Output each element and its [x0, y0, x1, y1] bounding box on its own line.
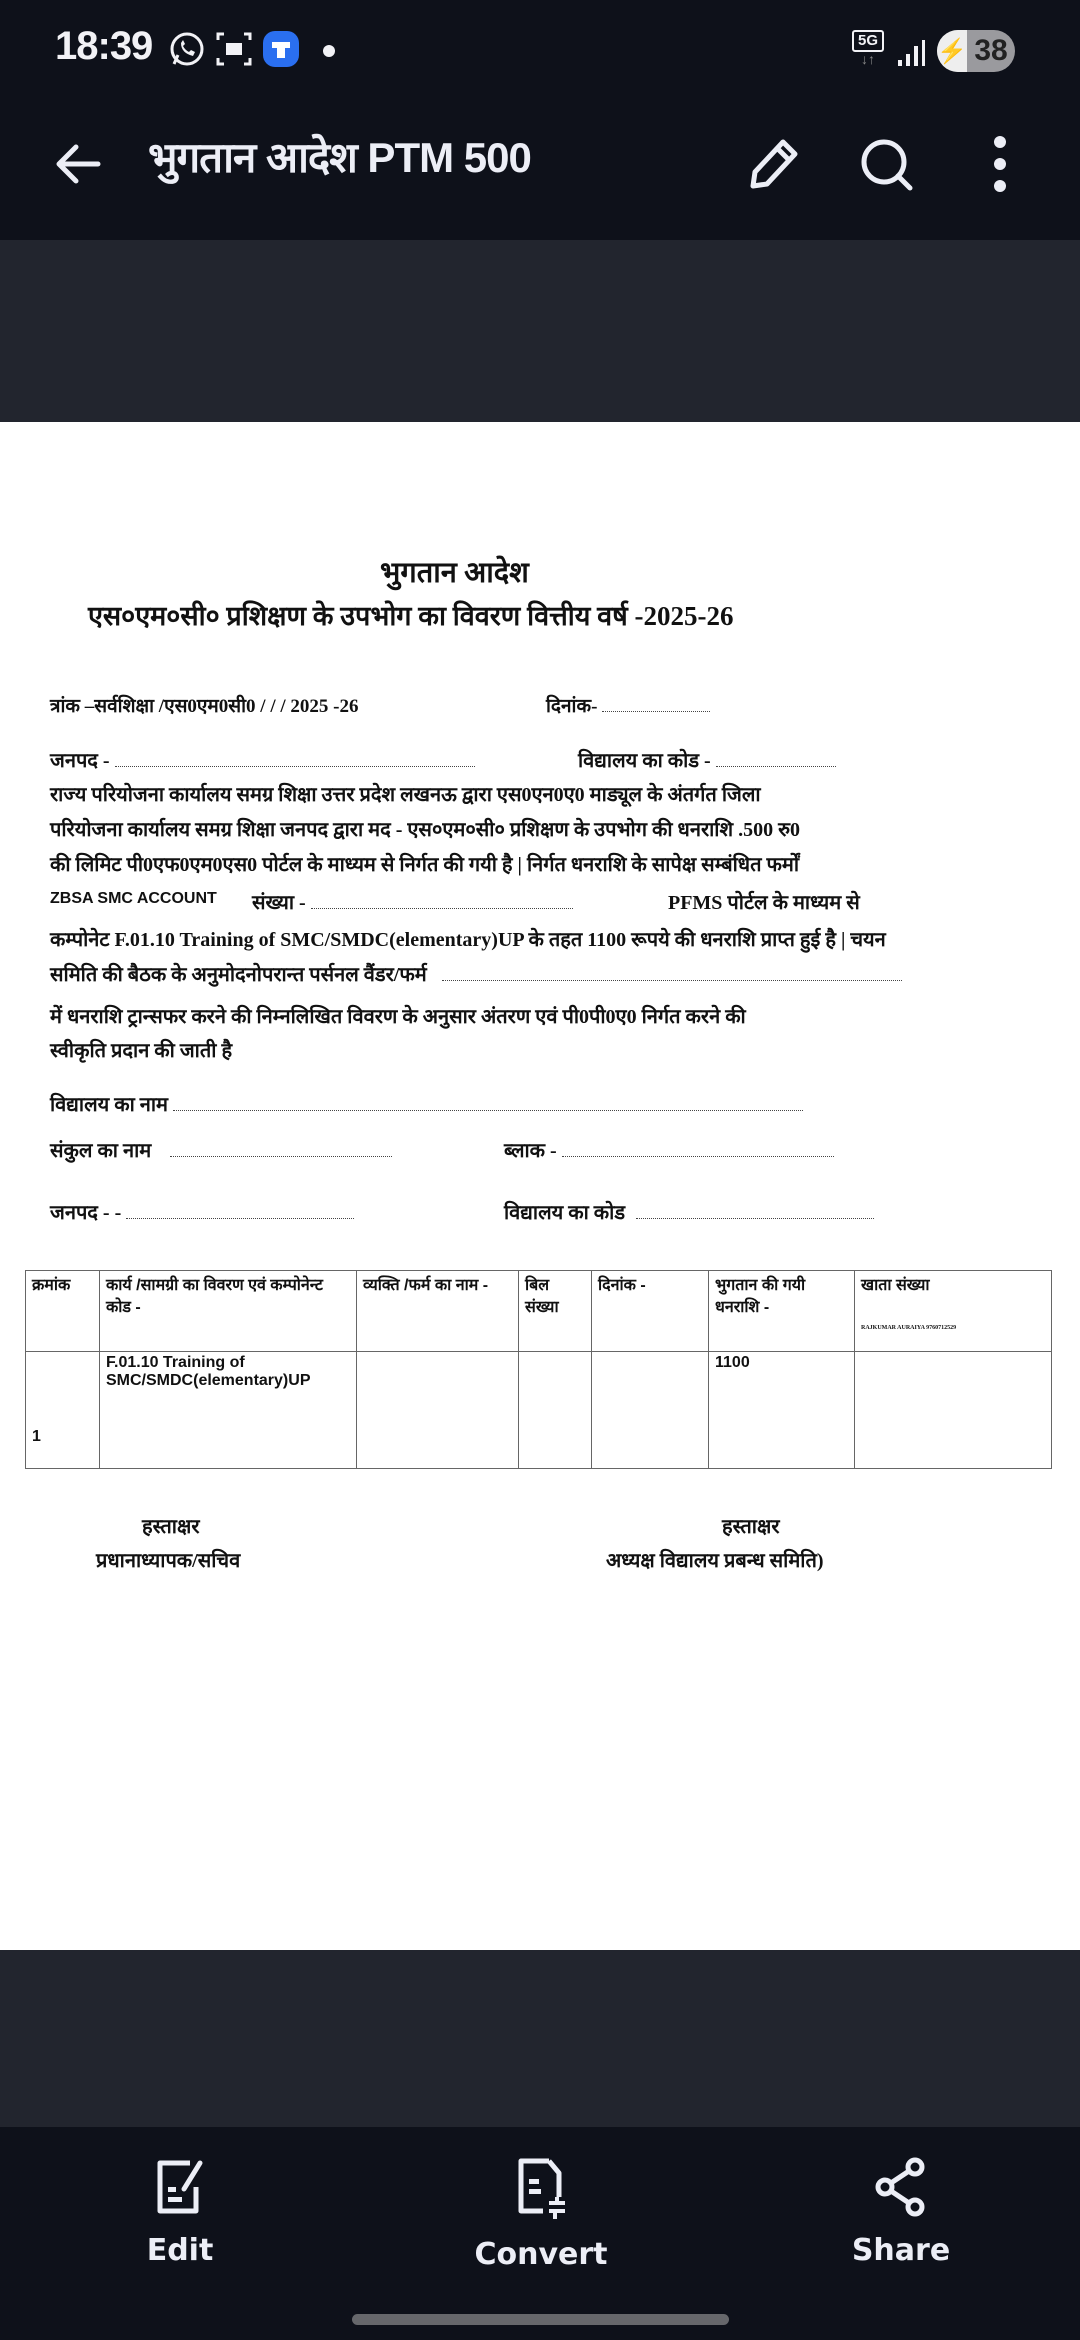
right-signature-label: हस्ताक्षर — [722, 1516, 780, 1538]
bottom-action-bar — [0, 2127, 1080, 2340]
app-notification-icon — [262, 30, 300, 70]
school-code-blank — [716, 765, 836, 767]
pdf-page[interactable] — [0, 422, 1080, 1950]
paragraph2-line-1: कम्पोनेट F.01.10 Training of SMC/SMDC(elementary)UP के तहत 1100 रूपये की धनराशि प्राप्त हुई है | चयन — [50, 929, 886, 951]
status-time: 18:39 — [55, 24, 153, 68]
edit-action-button[interactable] — [80, 2157, 280, 2268]
document-title: भुगतान आदेश PTM 500 — [148, 134, 531, 181]
paragraph2-line-3: में धनराशि ट्रान्सफर करने की निम्नलिखित विवरण के अनुसार अंतरण एवं पी0पी0ए0 निर्गत करने की — [50, 1006, 746, 1028]
date-blank — [602, 710, 710, 712]
more-vertical-icon — [990, 134, 1010, 194]
header-account: खाता संख्या — [861, 1277, 930, 1294]
paragraph2-line-2: समिति की बैठक के अनुमोदनोपरान्त पर्सनल वैंडर/फर्म — [50, 964, 427, 986]
screenshot-icon — [216, 30, 252, 70]
5g-icon: 5G ↓↑ — [852, 30, 884, 68]
edit-document-icon — [152, 2157, 208, 2217]
district-blank — [115, 765, 475, 767]
district2-label: जनपद - - — [50, 1202, 122, 1224]
pencil-icon — [743, 134, 803, 194]
account-number-blank — [311, 907, 573, 909]
edit-label: Edit — [146, 2233, 214, 2268]
account-label: ZBSA SMC ACCOUNT — [50, 890, 217, 907]
school-code2-label: विद्यालय का कोड — [504, 1202, 626, 1224]
edit-button[interactable] — [737, 128, 809, 200]
cell-amount: 1100 — [709, 1352, 855, 1469]
convert-label: Convert — [474, 2237, 608, 2272]
header-serial: क्रमांक — [26, 1271, 100, 1352]
battery-charging-icon: ⚡ 38 — [937, 30, 1015, 72]
share-action-button[interactable] — [801, 2157, 1001, 2268]
search-icon — [856, 134, 916, 194]
paragraph2-line-4: स्वीकृति प्रदान की जाती है — [50, 1040, 233, 1062]
convert-action-button[interactable] — [441, 2157, 641, 2272]
cell-vendor — [357, 1352, 519, 1469]
header-amount: भुगतान की गयी धनराशि - — [709, 1271, 855, 1352]
ref-number-label: त्रांक –सर्वशिक्षा /एस0एम0सी0 / / / 2025 -26 — [50, 696, 359, 717]
block-label: ब्लाक - — [504, 1140, 557, 1162]
arrow-left-icon — [52, 138, 104, 190]
dot-icon — [323, 45, 335, 57]
paragraph-line-1: राज्य परियोजना कार्यालय समग्र शिक्षा उत्तर प्रदेश लखनऊ द्वारा एस0एन0ए0 माड्यूल के अंतर्गत जिला — [50, 784, 761, 806]
network-label: 5G — [852, 30, 884, 52]
doc-subheading: एस०एम०सी० प्रशिक्षण के उपभोग का विवरण वित्तीय वर्ष -2025-26 — [88, 601, 734, 631]
share-icon — [873, 2157, 929, 2217]
header-date: दिनांक - — [592, 1271, 709, 1352]
left-signature-label: हस्ताक्षर — [142, 1516, 200, 1538]
right-signature-title: अध्यक्ष विद्यालय प्रबन्ध समिति) — [606, 1550, 824, 1572]
home-indicator[interactable] — [352, 2314, 729, 2325]
block-blank — [562, 1155, 834, 1157]
cell-date — [592, 1352, 709, 1469]
more-options-button[interactable] — [964, 128, 1036, 200]
header-description: कार्य /सामग्री का विवरण एवं कम्पोनेन्ट कोड - — [100, 1271, 357, 1352]
school-name-blank — [173, 1109, 803, 1111]
viewer-background-bottom — [0, 1950, 1080, 2127]
cell-description: F.01.10 Training of SMC/SMDC(elementary)UP — [100, 1352, 357, 1469]
cluster-name-label: संकुल का नाम — [50, 1140, 152, 1162]
paragraph-line-2: परियोजना कार्यालय समग्र शिक्षा जनपद द्वारा मद - एस०एम०सी० प्रशिक्षण के उपभोग की धनराशि .500 रु0 — [50, 819, 801, 841]
paragraph-line-3: की लिमिट पी0एफ0एम0एस0 पोर्टल के माध्यम से निर्गत की गयी है | निर्गत धनराशि के सापेक्ष सम्बंधित फर्मों — [50, 854, 800, 876]
school-code-label: विद्यालय का कोड - — [578, 750, 711, 772]
cell-bill-no — [519, 1352, 592, 1469]
table-header-row — [26, 1271, 1052, 1352]
district2-blank — [126, 1217, 354, 1219]
date-label: दिनांक- — [546, 696, 598, 717]
payment-table — [25, 1270, 1052, 1469]
header-vendor: व्यक्ति /फर्म का नाम - — [357, 1271, 519, 1352]
signal-icon — [896, 38, 926, 73]
convert-document-icon — [513, 2157, 569, 2221]
account-number-label: संख्या - — [252, 892, 306, 914]
header-account-cell — [855, 1271, 1052, 1352]
cell-serial: 1 — [26, 1352, 100, 1469]
left-signature-title: प्रधानाध्यापक/सचिव — [96, 1550, 241, 1572]
school-code2-blank — [636, 1217, 874, 1219]
search-button[interactable] — [850, 128, 922, 200]
header-account-note: RAJKUMAR AURAIYA 9760712529 — [861, 1325, 957, 1331]
doc-heading: भुगतान आदेश — [380, 557, 529, 589]
share-label: Share — [851, 2233, 951, 2268]
back-button[interactable] — [42, 128, 114, 200]
viewer-background-top — [0, 240, 1080, 422]
table-row — [26, 1352, 1052, 1469]
header-bill-no: बिल संख्या — [519, 1271, 592, 1352]
cluster-name-blank — [170, 1155, 392, 1157]
district-label: जनपद - — [50, 750, 110, 772]
cell-account-no — [855, 1352, 1052, 1469]
school-name-label: विद्यालय का नाम — [50, 1094, 169, 1116]
battery-level: 38 — [974, 34, 1008, 67]
vendor-blank — [442, 979, 902, 981]
whatsapp-icon — [168, 30, 208, 70]
pfms-label: PFMS पोर्टल के माध्यम से — [668, 892, 860, 914]
